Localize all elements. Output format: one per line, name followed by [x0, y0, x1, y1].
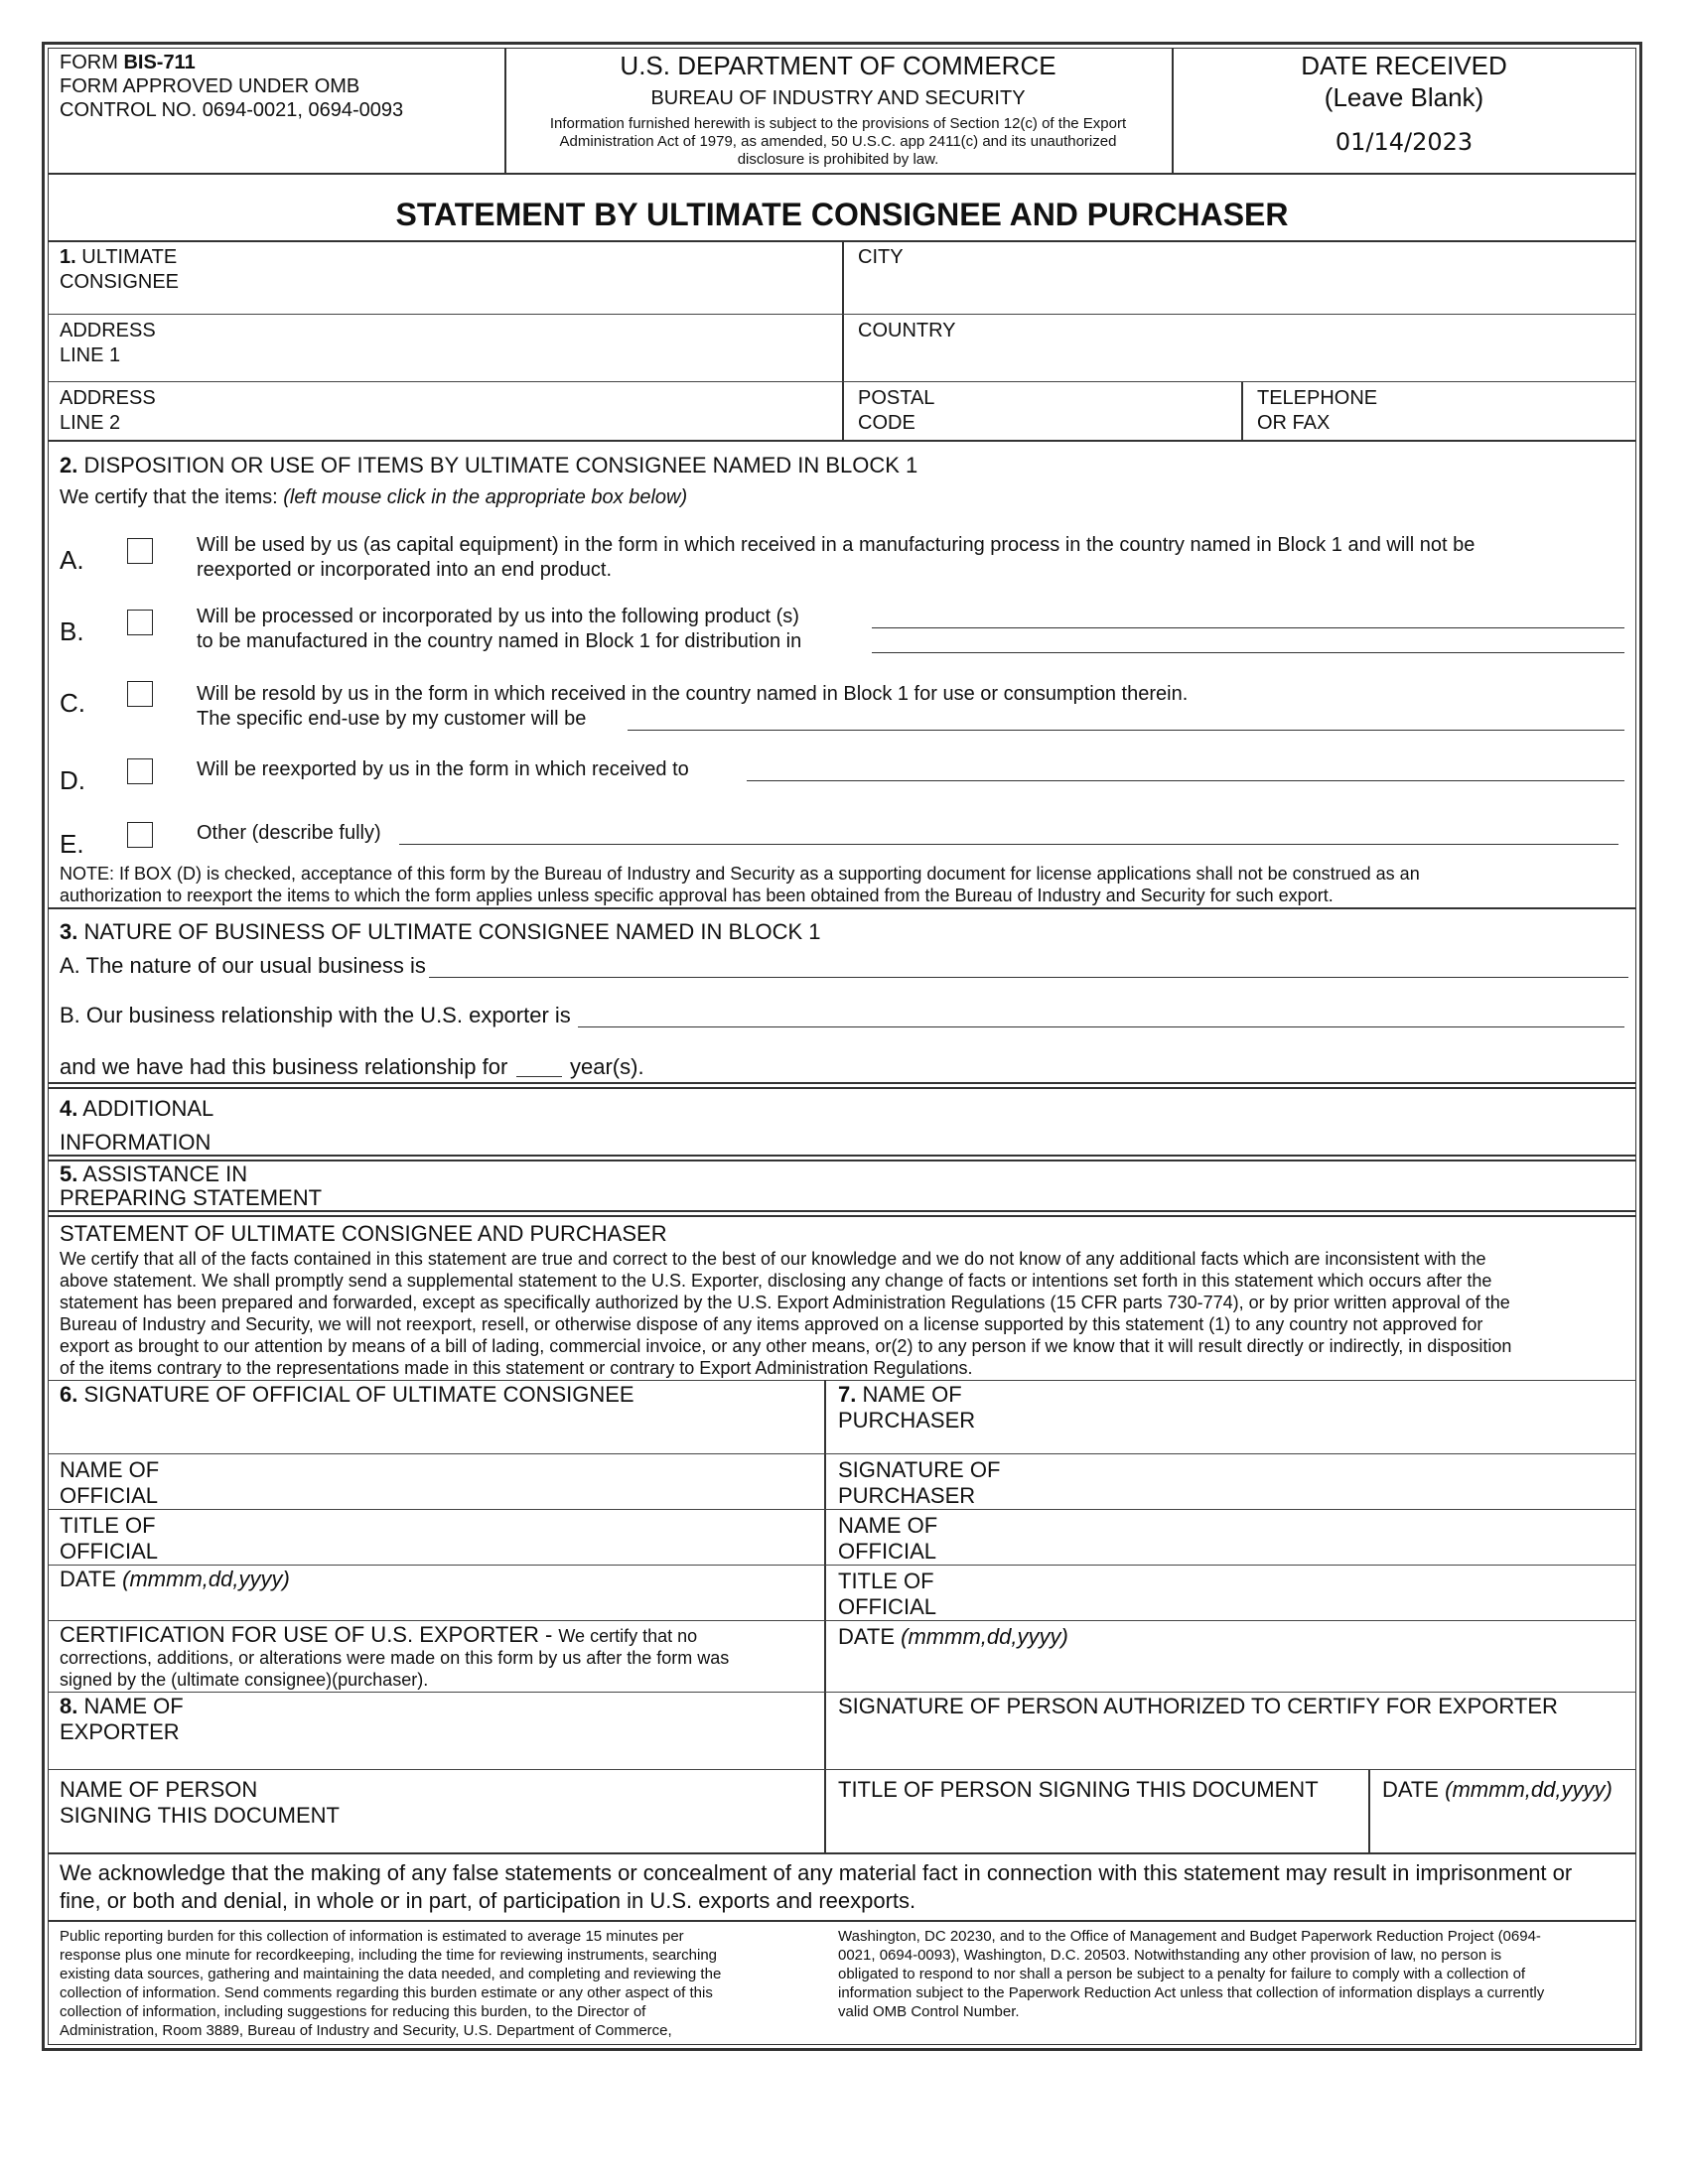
- option-d-destination-field[interactable]: [747, 780, 1624, 781]
- signer-title-field[interactable]: TITLE OF PERSON SIGNING THIS DOCUMENT: [838, 1777, 1319, 1802]
- option-e-description-field[interactable]: [399, 844, 1618, 845]
- purchaser-signature-field[interactable]: SIGNATURE OF: [838, 1457, 1001, 1482]
- address-line-2-field[interactable]: ADDRESS: [60, 387, 156, 409]
- official-title-label: OFFICIAL: [60, 1539, 159, 1564]
- block8-bottom-line: [48, 1852, 1636, 1854]
- consignee-signature-field[interactable]: 6. SIGNATURE OF OFFICIAL OF ULTIMATE CONSIGNEE: [60, 1382, 634, 1407]
- exporter-name-field[interactable]: 8. NAME OF: [60, 1694, 184, 1718]
- exporter-certification-line-2: corrections, additions, or alterations were made on this form by us after the form was: [60, 1648, 730, 1668]
- sig-row-line-3: [48, 1565, 1636, 1566]
- acknowledgement-line-2: fine, or both and denial, in whole or in part, of participation in U.S. exports and reexports.: [60, 1888, 916, 1913]
- option-b-checkbox[interactable]: [127, 610, 153, 635]
- option-c-checkbox[interactable]: [127, 681, 153, 707]
- exporter-certification-line-3: signed by the (ultimate consignee)(purchaser).: [60, 1670, 429, 1690]
- sig-row-line-2: [48, 1509, 1636, 1510]
- exporter-name-label: EXPORTER: [60, 1719, 180, 1744]
- date-received-note: (Leave Blank): [1324, 82, 1484, 112]
- burden-left-5: collection of information, including suggestions for reducing this burden, to the Director of: [60, 2003, 646, 2020]
- official-name-label: OFFICIAL: [60, 1483, 159, 1508]
- acknowledgement-bottom-line: [48, 1920, 1636, 1922]
- statement-line-5: export as brought to our attention by means of a bill of lading, commercial invoice, or any other means, or(2) to any person if we know that it will result directly or indirectly, in disposition: [60, 1336, 1512, 1356]
- exporter-signature-field[interactable]: SIGNATURE OF PERSON AUTHORIZED TO CERTIFY FOR EXPORTER: [838, 1694, 1558, 1718]
- option-d-text: Will be reexported by us in the form in which received to: [197, 758, 689, 780]
- ultimate-consignee-label-2: CONSIGNEE: [60, 271, 180, 293]
- purchaser-name-label: PURCHASER: [838, 1408, 976, 1433]
- option-b-distribution-field[interactable]: [872, 652, 1624, 653]
- assistance-field[interactable]: 5. ASSISTANCE IN: [60, 1161, 248, 1186]
- statement-heading: STATEMENT OF ULTIMATE CONSIGNEE AND PURCHASER: [60, 1221, 667, 1246]
- block1-row-line-2: [48, 381, 1636, 382]
- usual-business-label: A. The nature of our usual business is: [60, 953, 426, 978]
- option-d-letter: D.: [60, 765, 85, 795]
- relationship-years-label: and we have had this business relationship for: [60, 1054, 508, 1079]
- burden-left-3: existing data sources, gathering and maintaining the data needed, and completing and reviewing the: [60, 1966, 722, 1982]
- option-b-text: Will be processed or incorporated by us into the following product (s): [197, 606, 799, 627]
- form-title: STATEMENT BY ULTIMATE CONSIGNEE AND PURCHASER: [395, 197, 1289, 232]
- burden-right-5: valid OMB Control Number.: [838, 2003, 1020, 2020]
- city-field[interactable]: CITY: [858, 246, 904, 268]
- confidentiality-notice-1: Information furnished herewith is subject to the provisions of Section 12(c) of the Export: [549, 115, 1127, 132]
- block4-bottom-line-2: [48, 1160, 1636, 1161]
- block3-heading: 3. NATURE OF BUSINESS OF ULTIMATE CONSIGNEE NAMED IN BLOCK 1: [60, 919, 821, 944]
- option-a-checkbox[interactable]: [127, 538, 153, 564]
- telephone-label: OR FAX: [1257, 412, 1331, 434]
- business-relationship-field[interactable]: [578, 1026, 1624, 1027]
- burden-left-2: response plus one minute for recordkeeping, including the time for reviewing instruments, searching: [60, 1947, 718, 1964]
- block2-heading: 2. DISPOSITION OR USE OF ITEMS BY ULTIMATE CONSIGNEE NAMED IN BLOCK 1: [60, 453, 918, 478]
- block5-bottom-line-2: [48, 1215, 1636, 1217]
- burden-right-1: Washington, DC 20230, and to the Office of Management and Budget Paperwork Reduction Project (0694-: [838, 1928, 1541, 1945]
- burden-right-2: 0021, 0694-0093), Washington, D.C. 20503. Notwithstanding any other provision of law, no person is: [838, 1947, 1502, 1964]
- option-e-checkbox[interactable]: [127, 822, 153, 848]
- official-name-field[interactable]: NAME OF: [60, 1457, 160, 1482]
- block5-bottom-line: [48, 1210, 1636, 1212]
- date-received-value[interactable]: 01/14/2023: [1335, 128, 1474, 156]
- postal-code-label: CODE: [858, 412, 915, 434]
- address-line-1-label: LINE 1: [60, 344, 121, 366]
- block2-bottom-line: [48, 907, 1636, 909]
- bureau-name: BUREAU OF INDUSTRY AND SECURITY: [650, 87, 1026, 109]
- acknowledgement-line-1: We acknowledge that the making of any false statements or concealment of any material fact in connection with this statement may result in imprisonment or: [60, 1860, 1573, 1885]
- address-line-1-field[interactable]: ADDRESS: [60, 320, 156, 341]
- burden-right-3: obligated to respond to nor shall a person be subject to a penalty for failure to comply with a collection of: [838, 1966, 1526, 1982]
- option-a-text-2: reexported or incorporated into an end product.: [197, 559, 613, 581]
- purchaser-signature-label: PURCHASER: [838, 1483, 976, 1508]
- option-e-text: Other (describe fully): [197, 822, 381, 844]
- statement-line-1: We certify that all of the facts contained in this statement are true and correct to the best of our knowledge and we do not know of any additional facts which are inconsistent with the: [60, 1249, 1486, 1269]
- option-b-product-field[interactable]: [872, 627, 1624, 628]
- option-c-text: Will be resold by us in the form in which received in the country named in Block 1 for use or consumption therein.: [197, 683, 1189, 705]
- purchaser-official-title-label: OFFICIAL: [838, 1594, 937, 1619]
- block3-bottom-line: [48, 1082, 1636, 1084]
- relationship-years-suffix: year(s).: [570, 1054, 644, 1079]
- header-bottom-line: [48, 173, 1636, 175]
- form-approval: FORM APPROVED UNDER OMB: [60, 75, 360, 97]
- address-line-2-label: LINE 2: [60, 412, 121, 434]
- option-d-checkbox[interactable]: [127, 758, 153, 784]
- burden-right-4: information subject to the Paperwork Reduction Act unless that collection of information displays a currently: [838, 1984, 1545, 2001]
- sig-row-line-1: [48, 1453, 1636, 1454]
- relationship-years-field[interactable]: [516, 1076, 562, 1077]
- purchaser-date-field[interactable]: DATE (mmmm,dd,yyyy): [838, 1624, 1068, 1649]
- sig-row-line-4: [48, 1692, 1636, 1693]
- purchaser-official-title-field[interactable]: TITLE OF: [838, 1569, 934, 1593]
- usual-business-field[interactable]: [429, 977, 1628, 978]
- option-b-letter: B.: [60, 616, 84, 646]
- burden-left-4: collection of information. Send comments regarding this burden estimate or any other aspect of this: [60, 1984, 713, 2001]
- ultimate-consignee-label[interactable]: 1. ULTIMATE: [60, 246, 178, 268]
- additional-information-label: INFORMATION: [60, 1130, 211, 1155]
- option-c-end-use-field[interactable]: [628, 730, 1624, 731]
- block1-divider-postal: [1241, 381, 1243, 441]
- block2-note: NOTE: If BOX (D) is checked, acceptance of this form by the Bureau of Industry and Security as a supporting document for license applications shall not be construed as an: [60, 864, 1420, 884]
- official-title-field[interactable]: TITLE OF: [60, 1513, 156, 1538]
- exporter-certification-heading: CERTIFICATION FOR USE OF U.S. EXPORTER - We certify that no: [60, 1622, 698, 1647]
- option-c-letter: C.: [60, 688, 85, 718]
- confidentiality-notice-3: disclosure is prohibited by law.: [737, 151, 939, 168]
- block1-bottom-line: [48, 440, 1636, 442]
- option-e-letter: E.: [60, 829, 84, 859]
- signature-center-divider: [824, 1380, 826, 1852]
- block2-certify: We certify that the items: (left mouse click in the appropriate box below): [60, 486, 688, 508]
- assistance-label: PREPARING STATEMENT: [60, 1185, 323, 1210]
- date-received-label: DATE RECEIVED: [1301, 51, 1507, 80]
- purchaser-official-name-label: OFFICIAL: [838, 1539, 937, 1564]
- confidentiality-notice-2: Administration Act of 1979, as amended, 50 U.S.C. app 2411(c) and its unauthorized: [559, 133, 1117, 150]
- signer-name-field[interactable]: NAME OF PERSON: [60, 1777, 258, 1802]
- omb-control-number: CONTROL NO. 0694-0021, 0694-0093: [60, 99, 404, 121]
- block2-note-2: authorization to reexport the items to which the form applies unless specific approval has been obtained from the Bureau of Industry and Security for such export.: [60, 886, 1334, 905]
- additional-information-field[interactable]: 4. ADDITIONAL: [60, 1096, 214, 1121]
- consignee-date-field[interactable]: DATE (mmmm,dd,yyyy): [60, 1567, 290, 1591]
- sig-row-line-5: [48, 1769, 1636, 1770]
- consignee-date-bottom-line: [48, 1620, 824, 1621]
- postal-code-field[interactable]: POSTAL: [858, 387, 935, 409]
- purchaser-name-field[interactable]: 7. NAME OF: [838, 1382, 962, 1407]
- statement-line-3: statement has been prepared and forwarded, except as specifically authorized by the U.S. Export Administration Regulations (15 CFR parts 730-774), or by prior written approval of the: [60, 1293, 1510, 1312]
- burden-left-1: Public reporting burden for this collection of information is estimated to average 15 minutes per: [60, 1928, 684, 1945]
- form-number: FORM BIS-711: [60, 52, 196, 73]
- option-a-letter: A.: [60, 545, 84, 575]
- business-relationship-label: B. Our business relationship with the U.S. exporter is: [60, 1003, 571, 1027]
- exporter-date-divider: [1368, 1769, 1370, 1852]
- statement-line-4: Bureau of Industry and Security, we will not reexport, resell, or otherwise dispose of any items approved on a license supported by this statement (1) to any country not approved for: [60, 1314, 1483, 1334]
- country-field[interactable]: COUNTRY: [858, 320, 956, 341]
- statement-line-6: of the items contrary to the representations made in this statement or contrary to Export Administration Regulations.: [60, 1358, 973, 1378]
- option-c-text-2: The specific end-use by my customer will be: [197, 708, 587, 730]
- department-name: U.S. DEPARTMENT OF COMMERCE: [620, 51, 1056, 80]
- statement-bottom-line: [48, 1380, 1636, 1381]
- purchaser-title-bottom-line: [824, 1620, 1636, 1621]
- telephone-field[interactable]: TELEPHONE: [1257, 387, 1378, 409]
- block1-row-line-1: [48, 314, 1636, 315]
- block1-divider: [842, 240, 844, 441]
- statement-line-2: above statement. We shall promptly send a supplemental statement to the U.S. Exporter, disclosing any change of facts or intentions set forth in this statement which occurs after the: [60, 1271, 1492, 1291]
- purchaser-official-name-field[interactable]: NAME OF: [838, 1513, 938, 1538]
- option-a-text: Will be used by us (as capital equipment) in the form in which received in a manufacturing process in the country named in Block 1 and will not be: [197, 534, 1476, 556]
- burden-left-6: Administration, Room 3889, Bureau of Industry and Security, U.S. Department of Commerce,: [60, 2022, 672, 2039]
- block3-bottom-line-2: [48, 1087, 1636, 1089]
- signer-date-field[interactable]: DATE (mmmm,dd,yyyy): [1382, 1777, 1613, 1802]
- option-b-text-2: to be manufactured in the country named in Block 1 for distribution in: [197, 630, 802, 652]
- signer-name-label: SIGNING THIS DOCUMENT: [60, 1803, 340, 1828]
- block4-bottom-line: [48, 1155, 1636, 1157]
